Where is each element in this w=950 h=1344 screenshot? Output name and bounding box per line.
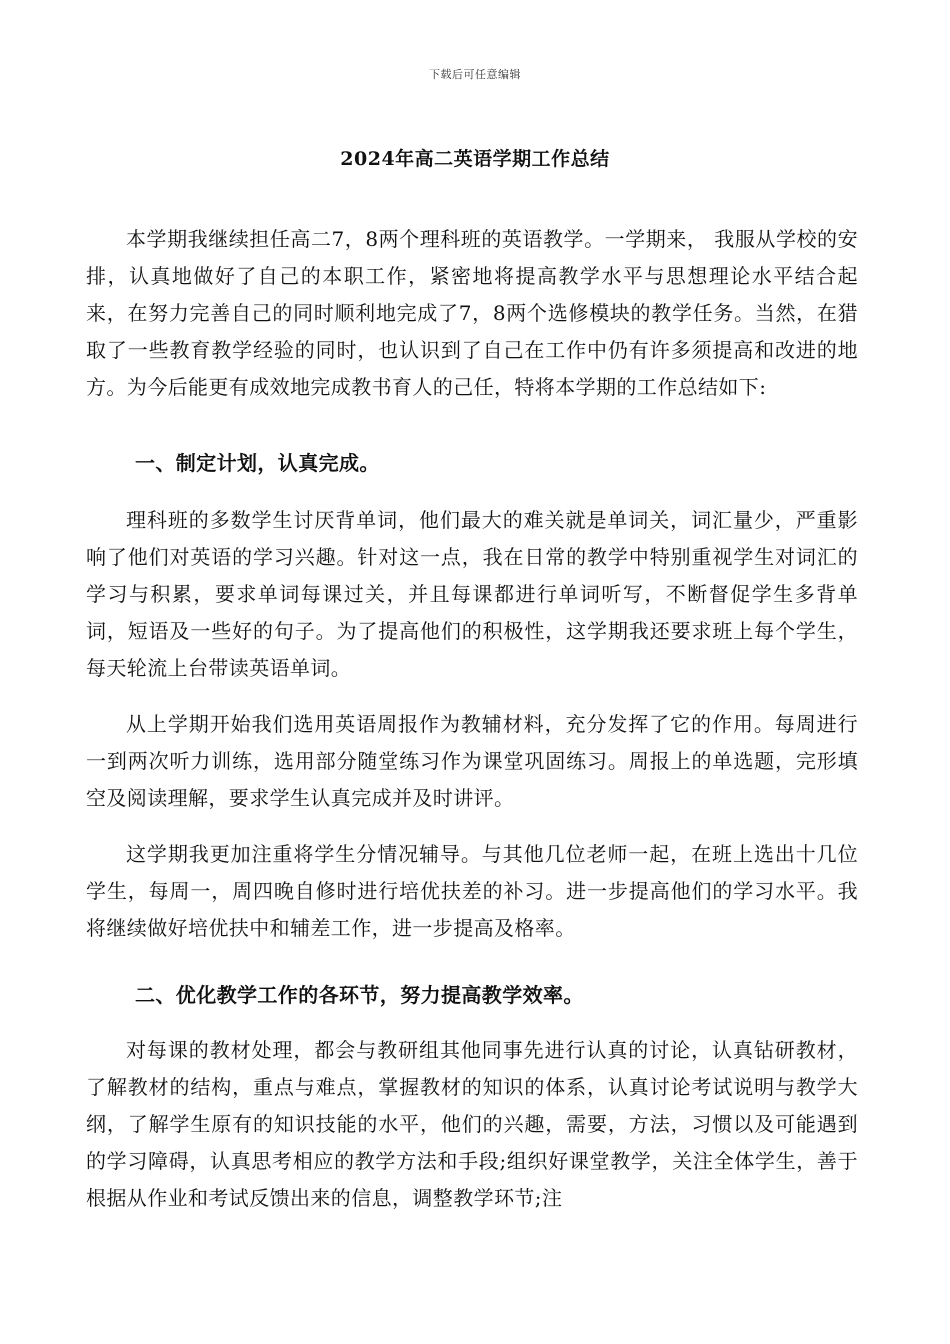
section-1-heading: 一、制定计划，认真完成。 [135, 451, 380, 475]
document-title: 2024年高二英语学期工作总结 [340, 148, 610, 170]
section-1-paragraph-1: 理科班的多数学生讨厌背单词，他们最大的难关就是单词关，词汇量少，严重影响了他们对英语的学习兴趣。针对这一点，我在日常的教学中特别重视学生对词汇的学习与积累，要求单词每课过关，并且每课都进行单词听写，不断督促学生多背单词，短语及一些好的句子。为了提高他们的积极性，这学期我还要求班上每个学生，每天轮流上台带读英语单词。 [86, 508, 858, 680]
intro-paragraph: 本学期我继续担任高二7，8两个理科班的英语教学。一学期来， 我服从学校的安排，认真地做好了自己的本职工作，紧密地将提高教学水平与思想理论水平结合起来，在努力完善自己的同时顺利地完成了7，8两个选修模块的教学任务。当然，在猎取了一些教育教学经验的同时，也认识到了自己在工作中仍有许多须提高和改进的地方。为今后能更有成效地完成教书育人的己任，特将本学期的工作总结如下: [86, 227, 858, 399]
section-2-heading: 二、优化教学工作的各环节，努力提高教学效率。 [135, 983, 584, 1007]
header-note: 下载后可任意编辑 [429, 68, 521, 81]
section-2-paragraph-1: 对每课的教材处理，都会与教研组其他同事先进行认真的讨论，认真钻研教材，了解教材的结构，重点与难点，掌握教材的知识的体系，认真讨论考试说明与教学大纲，了解学生原有的知识技能的水平，他们的兴趣，需要，方法，习惯以及可能遇到的学习障碍，认真思考相应的教学方法和手段;组织好课堂教学，关注全体学生，善于根据从作业和考试反馈出来的信息，调整教学环节;注 [86, 1038, 858, 1210]
section-1-paragraph-3: 这学期我更加注重将学生分情况辅导。与其他几位老师一起，在班上选出十几位学生，每周一，周四晚自修时进行培优扶差的补习。进一步提高他们的学习水平。我将继续做好培优扶中和辅差工作，进一步提高及格率。 [86, 842, 858, 940]
section-1-paragraph-2: 从上学期开始我们选用英语周报作为教辅材料，充分发挥了它的作用。每周进行一到两次听力训练，选用部分随堂练习作为课堂巩固练习。周报上的单选题，完形填空及阅读理解，要求学生认真完成并及时讲评。 [86, 712, 858, 810]
